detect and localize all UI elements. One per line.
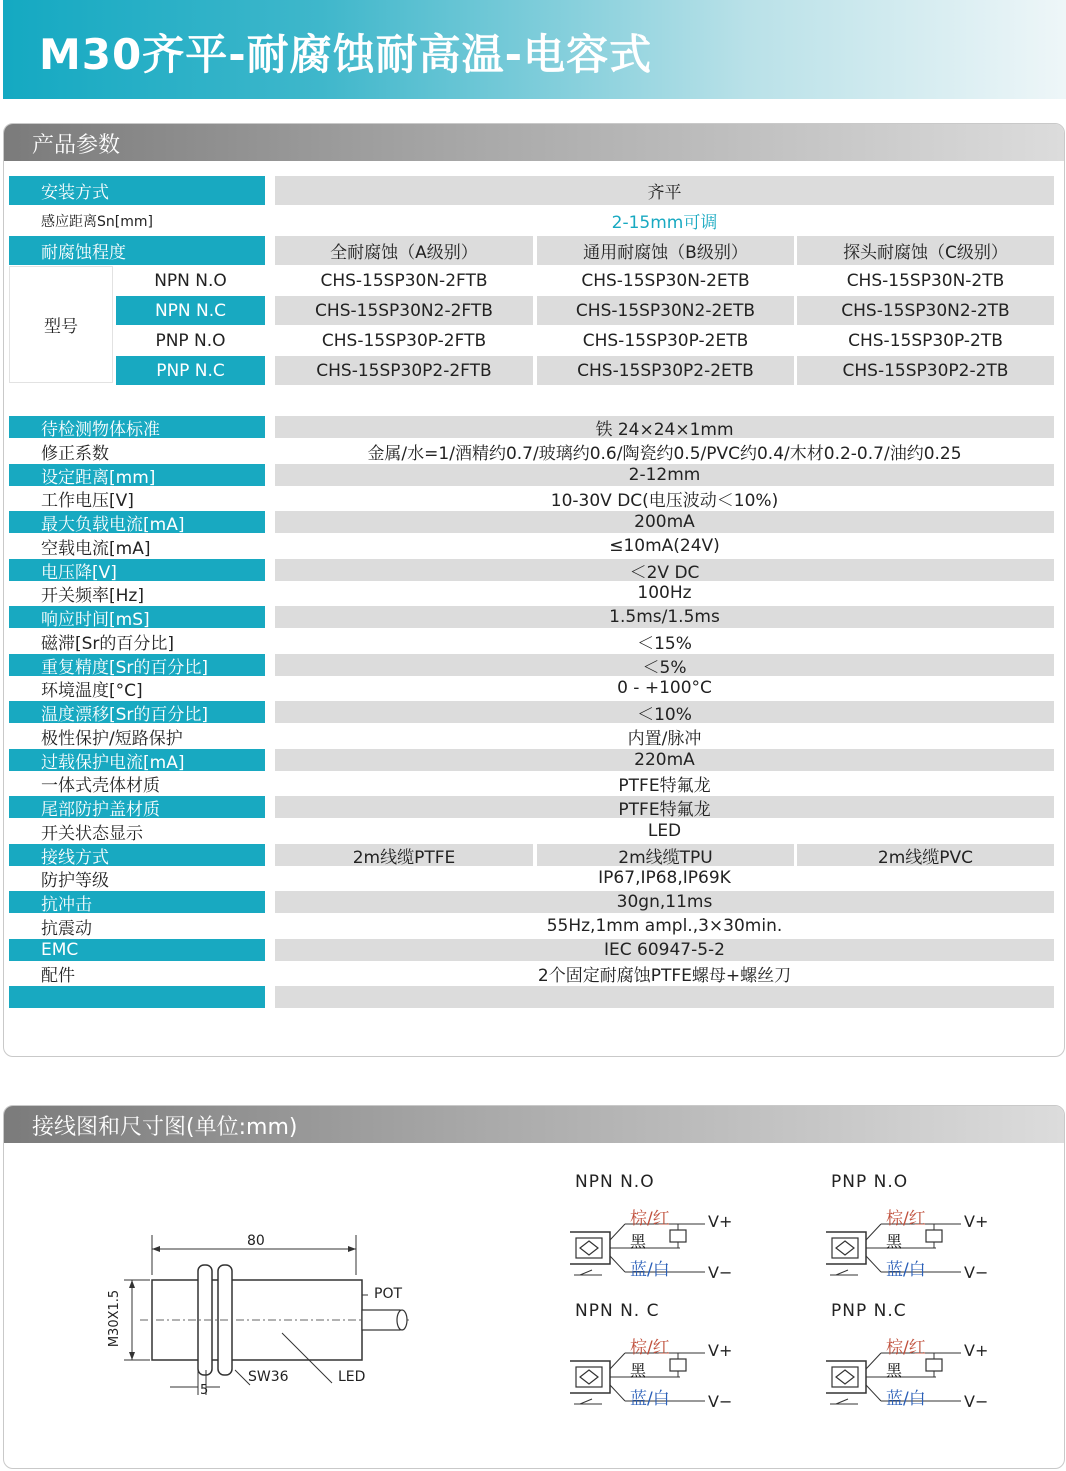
wiring-diagram: [570, 1172, 800, 1292]
model-code: CHS-15SP30N-2ETB: [537, 266, 794, 295]
spec-value: 100Hz: [275, 582, 1054, 604]
spec-value: 30gn,11ms: [275, 891, 1054, 913]
model-code: CHS-15SP30P2-2ETB: [537, 356, 794, 385]
spec-value: 1.5ms/1.5ms: [275, 606, 1054, 628]
spec-label: 过载保护电流[mA]: [9, 749, 265, 771]
params-section-title: 产品参数: [32, 133, 121, 158]
distance-value: 2-15mm可调: [275, 206, 1054, 235]
sensor-symbol-icon: [826, 1172, 1056, 1292]
model-type-pnp-no: PNP N.O: [116, 326, 265, 355]
sw-label: SW36: [248, 1369, 289, 1385]
vplus-label: V+: [708, 1341, 733, 1360]
spec-label: 重复精度[Sr的百分比]: [9, 654, 265, 676]
spec-value: ≤10mA(24V): [275, 535, 1054, 557]
black-wire-label: 黑: [886, 1232, 903, 1251]
mount-value: 齐平: [275, 176, 1054, 205]
title-banner: [3, 0, 1066, 99]
wiring-title: NPN N. C: [575, 1301, 660, 1321]
spec-label: 开关状态显示: [9, 820, 265, 842]
brown-wire-label: 棕/红: [886, 1338, 926, 1358]
spec-value: LED: [275, 820, 1054, 842]
spec-value: [275, 986, 1054, 1008]
model-type-pnp-nc: PNP N.C: [116, 356, 265, 385]
wiring-diagram: [826, 1301, 1056, 1421]
model-code: CHS-15SP30P-2FTB: [275, 326, 533, 355]
spec-value: ＜5%: [275, 654, 1054, 676]
spec-label: 抗冲击: [9, 891, 265, 913]
length-dimension: 80: [247, 1233, 265, 1249]
brown-wire-label: 棕/红: [630, 1338, 670, 1358]
spec-value: 220mA: [275, 749, 1054, 771]
thread-dimension: M30X1.5: [107, 1289, 123, 1348]
model-code: CHS-15SP30P2-2FTB: [275, 356, 533, 385]
dimension-drawing: [107, 1225, 430, 1400]
spec-label: 极性保护/短路保护: [9, 725, 265, 747]
spec-value: ＜15%: [275, 630, 1054, 652]
spec-label: 工作电压[V]: [9, 487, 265, 509]
spec-label: [9, 986, 265, 1008]
params-section-header: [4, 124, 1064, 161]
model-label: 型号: [9, 266, 113, 383]
corrosion-level-c: 探头耐腐蚀（C级别）: [797, 236, 1054, 265]
blue-wire-label: 蓝/白: [886, 1260, 926, 1280]
blue-wire-label: 蓝/白: [630, 1260, 670, 1280]
page-title: M30齐平-耐腐蚀耐高温-电容式: [39, 30, 653, 79]
spec-label: EMC: [9, 939, 265, 961]
vminus-label: V−: [964, 1392, 989, 1411]
wiring-diagram: [570, 1301, 800, 1421]
vplus-label: V+: [708, 1212, 733, 1231]
model-code: CHS-15SP30P2-2TB: [797, 356, 1054, 385]
spec-label: 环境温度[°C]: [9, 677, 265, 699]
brown-wire-label: 棕/红: [886, 1209, 926, 1229]
corrosion-level-b: 通用耐腐蚀（B级别）: [537, 236, 794, 265]
sensor-symbol-icon: [570, 1172, 800, 1292]
vplus-label: V+: [964, 1212, 989, 1231]
spec-label: 配件: [9, 962, 265, 984]
spec-label: 温度漂移[Sr的百分比]: [9, 701, 265, 723]
spec-value: 2个固定耐腐蚀PTFE螺母+螺丝刀: [275, 962, 1054, 984]
vminus-label: V−: [708, 1392, 733, 1411]
led-label: LED: [338, 1369, 366, 1385]
spec-label: 磁滞[Sr的百分比]: [9, 630, 265, 652]
model-code: CHS-15SP30P-2ETB: [537, 326, 794, 355]
spec-value: 10-30V DC(电压波动＜10%): [275, 487, 1054, 509]
spec-label: 尾部防护盖材质: [9, 796, 265, 818]
model-code: CHS-15SP30N-2FTB: [275, 266, 533, 295]
sensor-symbol-icon: [826, 1301, 1056, 1421]
corrosion-label: 耐腐蚀程度: [9, 236, 265, 265]
spec-label: 电压降[V]: [9, 559, 265, 581]
model-code: CHS-15SP30P-2TB: [797, 326, 1054, 355]
spec-label: 待检测物体标准: [9, 416, 265, 438]
spec-value: IEC 60947-5-2: [275, 939, 1054, 961]
vplus-label: V+: [964, 1341, 989, 1360]
spec-value: PTFE特氟龙: [275, 772, 1054, 794]
blue-wire-label: 蓝/白: [886, 1389, 926, 1409]
model-type-npn-nc: NPN N.C: [116, 296, 265, 325]
brown-wire-label: 棕/红: [630, 1209, 670, 1229]
spec-value: 2m线缆TPU: [537, 844, 794, 866]
spec-value: 金属/水=1/酒精约0.7/玻璃约0.6/陶瓷约0.5/PVC约0.4/木材0.2-0.7/油约0.25: [275, 440, 1054, 462]
mount-label: 安装方式: [9, 176, 265, 205]
spec-label: 修正系数: [9, 440, 265, 462]
model-code: CHS-15SP30N2-2ETB: [537, 296, 794, 325]
model-type-npn-no: NPN N.O: [116, 266, 265, 295]
wiring-title: NPN N.O: [575, 1172, 655, 1192]
spec-label: 响应时间[mS]: [9, 606, 265, 628]
spec-value: 200mA: [275, 511, 1054, 533]
black-wire-label: 黑: [886, 1361, 903, 1380]
spec-value: 内置/脉冲: [275, 725, 1054, 747]
model-code: CHS-15SP30N2-2FTB: [275, 296, 533, 325]
wiring-title: PNP N.C: [831, 1301, 907, 1321]
pot-label: POT: [374, 1286, 403, 1302]
gap-dimension: 5: [200, 1383, 209, 1398]
spec-value: 铁 24×24×1mm: [275, 416, 1054, 438]
spec-label: 最大负载电流[mA]: [9, 511, 265, 533]
vminus-label: V−: [708, 1263, 733, 1282]
sensor-symbol-icon: [570, 1301, 800, 1421]
spec-label: 设定距离[mm]: [9, 464, 265, 486]
blue-wire-label: 蓝/白: [630, 1389, 670, 1409]
wiring-title: PNP N.O: [831, 1172, 909, 1192]
spec-value: 55Hz,1mm ampl.,3×30min.: [275, 915, 1054, 937]
spec-label: 防护等级: [9, 867, 265, 889]
wiring-diagram: [826, 1172, 1056, 1292]
wiring-section-header: [4, 1106, 1064, 1143]
black-wire-label: 黑: [630, 1361, 647, 1380]
spec-label: 开关频率[Hz]: [9, 582, 265, 604]
spec-label: 空载电流[mA]: [9, 535, 265, 557]
vminus-label: V−: [964, 1263, 989, 1282]
spec-value: 0 - +100°C: [275, 677, 1054, 699]
spec-value: IP67,IP68,IP69K: [275, 867, 1054, 889]
spec-value: ＜10%: [275, 701, 1054, 723]
spec-label: 接线方式: [9, 844, 265, 866]
spec-value: 2m线缆PTFE: [275, 844, 533, 866]
spec-value: 2m线缆PVC: [797, 844, 1054, 866]
model-code: CHS-15SP30N-2TB: [797, 266, 1054, 295]
wiring-section-title: 接线图和尺寸图(单位:mm): [32, 1115, 298, 1140]
unit-note: (单位:mm): [186, 1115, 298, 1140]
distance-label: 感应距离Sn[mm]: [9, 206, 265, 235]
spec-value: PTFE特氟龙: [275, 796, 1054, 818]
spec-value: ＜2V DC: [275, 559, 1054, 581]
spec-label: 一体式壳体材质: [9, 772, 265, 794]
model-code: CHS-15SP30N2-2TB: [797, 296, 1054, 325]
black-wire-label: 黑: [630, 1232, 647, 1251]
spec-label: 抗震动: [9, 915, 265, 937]
corrosion-level-a: 全耐腐蚀（A级别）: [275, 236, 533, 265]
spec-value: 2-12mm: [275, 464, 1054, 486]
